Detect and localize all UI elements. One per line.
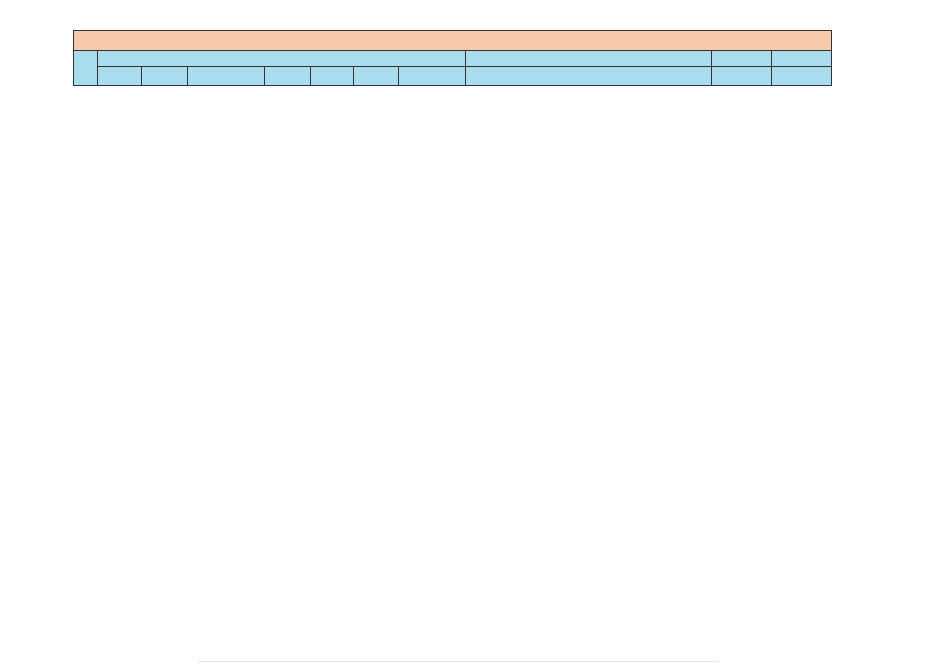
header-dept1 xyxy=(142,67,188,86)
header-potential xyxy=(772,51,832,67)
header-kpi xyxy=(466,67,712,86)
header-position xyxy=(265,67,311,86)
page-bottom-rule xyxy=(198,661,718,662)
header-ability xyxy=(712,51,772,67)
header-seq xyxy=(74,51,98,86)
header-personal-info xyxy=(98,51,466,67)
section-performance-vs-ability xyxy=(74,31,832,51)
header-ability-full-score xyxy=(712,67,772,86)
header-hire-date xyxy=(354,67,399,86)
header-avg-score xyxy=(399,67,466,86)
header-potential-full-score xyxy=(772,67,832,86)
header-name xyxy=(98,67,142,86)
header-level xyxy=(311,67,354,86)
header-dept2 xyxy=(188,67,265,86)
header-performance xyxy=(466,51,712,67)
talent-map-table xyxy=(73,30,832,86)
